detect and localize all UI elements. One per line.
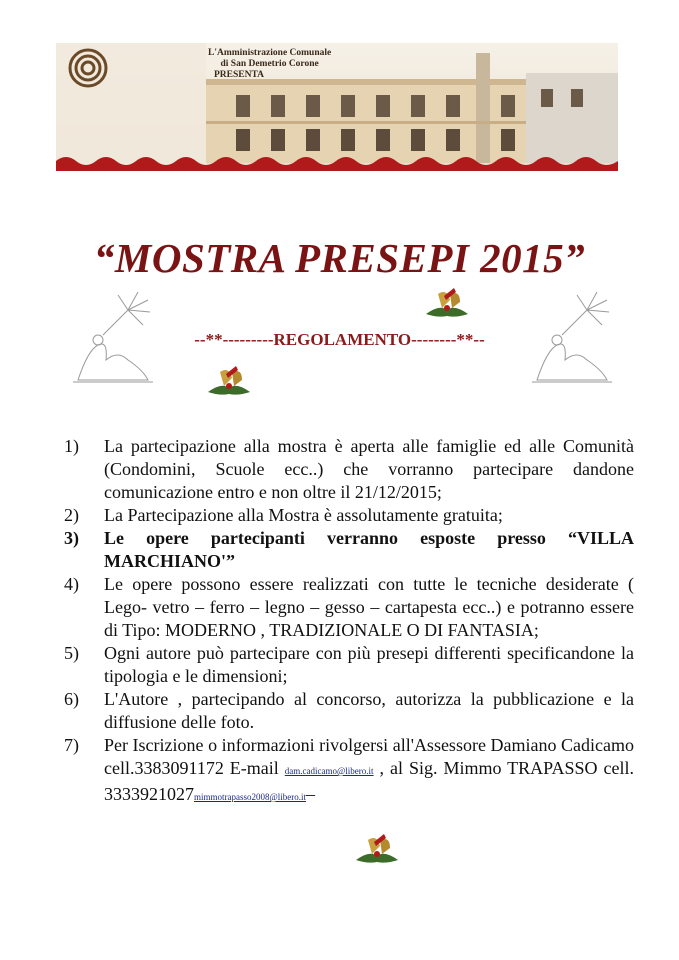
rule-number: 1): [64, 436, 79, 456]
rule-item: [64, 504, 634, 527]
header-line-3: PRESENTA: [214, 70, 264, 80]
rule-item: [64, 642, 634, 688]
municipality-logo: [66, 48, 110, 88]
christmas-bells-icon: [202, 362, 256, 402]
rule-number: 4): [64, 574, 79, 594]
rule-number: 6): [64, 689, 79, 709]
rule-item: [64, 734, 634, 809]
rule-item: [64, 573, 634, 642]
rule-number: 5): [64, 643, 79, 663]
christmas-bells-icon: [420, 286, 474, 322]
rule-text: L'Autore , partecipando al concorso, autorizza la pubblicazione e la diffusione delle foto.: [104, 689, 634, 732]
rule-text: Le opere possono essere realizzati con tutte le tecniche desiderate ( Lego- vetro – ferro – legno – gesso – cartapesta ecc..) e potranno essere di Tipo: MODERNO , TRADIZIONALE O DI FANTASIA;: [104, 574, 634, 640]
rule-text-part: , al Sig. Mimmo TRAPASSO cell. 3333921027: [104, 758, 635, 804]
email-link-cadicamo[interactable]: dam.cadicamo@libero.it: [284, 766, 374, 776]
rule-number: 2): [64, 505, 79, 525]
email-link-trapasso[interactable]: mimmotrapasso2008@libero.it: [194, 792, 307, 802]
rule-text: Ogni autore può partecipare con più presepi differenti specificandone la tipologia e le dimensioni;: [104, 643, 634, 686]
rule-item: [64, 527, 634, 573]
rule-text-part: Per Iscrizione o informazioni rivolgersi all'Assessore Damiano Cadicamo cell.3383091172 E-mail: [104, 735, 634, 778]
header-line-1: L'Amministrazione Comunale: [208, 48, 332, 58]
rule-number: 7): [64, 735, 79, 755]
header-line-2: di San Demetrio Corone: [220, 59, 319, 69]
rule-text: La Partecipazione alla Mostra è assolutamente gratuita;: [104, 505, 503, 525]
header-text: [208, 48, 331, 81]
header-banner: [56, 43, 618, 171]
christmas-bells-icon: [350, 830, 404, 870]
rule-item: [64, 435, 634, 504]
rule-text: Le opere partecipanti verranno esposte presso “VILLA MARCHIANO'”: [104, 528, 634, 571]
rule-text: [104, 734, 634, 809]
rules-list: [64, 435, 634, 809]
rule-text-part: –: [306, 784, 316, 804]
page-title: “MOSTRA PRESEPI 2015”: [93, 235, 586, 281]
rule-text: La partecipazione alla mostra è aperta alle famiglie ed alle Comunità (Condomini, Scuole ecc..) che vorranno partecipare dandone comunicazione entro e non oltre il 21/12/2015;: [104, 436, 634, 502]
town-hall-photo: [56, 43, 618, 171]
regolamento-heading: --**---------REGOLAMENTO--------**--: [194, 330, 485, 349]
rule-item: [64, 688, 634, 734]
rule-number: 3): [64, 528, 79, 548]
